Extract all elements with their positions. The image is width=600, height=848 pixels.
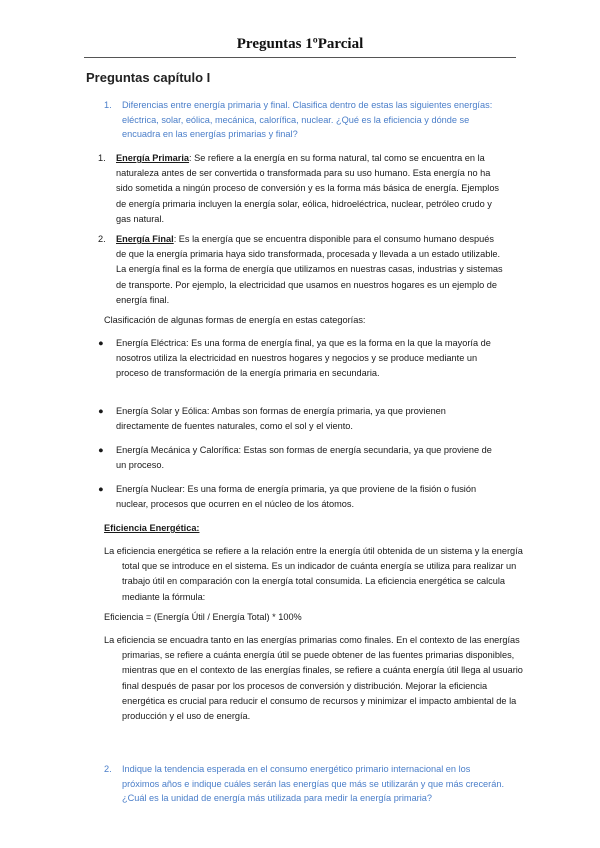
question-1-text: Diferencias entre energía primaria y final. Clasifica dentro de estas las siguientes energías: eléctrica, solar, eólica, mecánica, calorífica, nuclear. ¿Qué es la eficiencia y dónde se encuadra en las energías primarias y final? — [122, 100, 493, 140]
bullet-text: Energía Eléctrica: Es una forma de energía final, ya que es la forma en la que la mayoría de nosotros utiliza la electricidad en nuestros hogares y negocios y se produce mediante un proceso de transformación de la energía primaria en secundaria. — [116, 338, 491, 379]
question-2-text: Indique la tendencia esperada en el consumo energético primario internacional en los próximos años e indique cuáles serán las energías que más se utilizarán y que más crecerán. ¿Cuál es la unidad de energía más utilizada para medir la energía primaria? — [122, 764, 504, 804]
bullet-text: Energía Solar y Eólica: Ambas son formas de energía primaria, ya que provienen directamente de fuentes naturales, como el sol y el viento. — [116, 406, 446, 432]
answer-item-body — [116, 232, 503, 308]
bullet-dot-icon: ● — [98, 338, 104, 348]
bullet-text: Energía Nuclear: Es una forma de energía primaria, ya que proviene de la fisión o fusión nuclear, procesos que ocurren en el núcleo de los átomos. — [116, 484, 477, 510]
efficiency-paragraph-1: La eficiencia energética se refiere a la relación entre la energía útil obtenida de un sistema y la energía total que se introduce en el sistema. Es un indicador de cuánta energía se utiliza para realizar un trabajo útil en comparación con la energía total consumida. La eficiencia energética se calcula mediante la fórmula: — [104, 546, 523, 602]
classification-bullet — [98, 482, 498, 512]
question-1 — [104, 98, 508, 142]
answer-item-primary — [98, 151, 503, 227]
bullet-dot-icon: ● — [98, 484, 104, 494]
efficiency-paragraph-2: La eficiencia se encuadra tanto en las energías primarias como finales. En el contexto de las energías primarias, se refiere a cuánta energía útil se puede obtener de las fuentes primarias disponibles, mientras que en el contexto de las energías finales, se refiere a cuánta energía útil llega al usuario final después de pasar por los procesos de conversión y distribución. Mejorar la eficiencia energética es crucial para reducir el consumo de recursos y minimizar el impacto ambiental de la producción y el uso de energía. — [104, 635, 523, 722]
classification-bullet — [98, 336, 498, 382]
classification-intro: Clasificación de algunas formas de energía en estas categorías: — [104, 315, 366, 325]
bullet-dot-icon: ● — [98, 445, 104, 455]
page-header-title: Preguntas 1ºParcial — [236, 36, 364, 52]
answer-item-number: 2. — [98, 234, 106, 244]
chapter-heading: Preguntas capítulo I — [86, 70, 211, 85]
efficiency-heading: Eficiencia Energética: — [104, 523, 200, 533]
bullet-dot-icon: ● — [98, 406, 104, 416]
efficiency-formula: Eficiencia = (Energía Útil / Energía Total) * 100% — [104, 612, 302, 622]
question-2 — [104, 762, 508, 806]
classification-bullet — [98, 443, 498, 473]
question-1-number: 1. — [104, 100, 112, 110]
bullet-text: Energía Mecánica y Calorífica: Estas son formas de energía secundaria, ya que proviene de un proceso. — [116, 445, 492, 471]
answer-text: : Se refiere a la energía en su forma natural, tal como se encuentra en la naturaleza antes de ser convertida o transformada para su uso humano. Esta energía no ha sido sometida a ningún proceso de conversión y es la forma más básica de energía. Ejemplos de energía primaria incluyen la energía solar, eólica, hidroeléctrica, nuclear, petróleo crudo y gas natural. — [116, 153, 500, 224]
answer-item-body — [116, 151, 503, 227]
answer-text: : Es la energía que se encuentra disponible para el consumo humano después de que la energía primaria haya sido transformada, procesada y llevada a un estado utilizable. La energía final es la forma de energía que utilizamos en nuestras casas, industrias y sistemas de transporte. Por ejemplo, la electricidad que usamos en nuestros hogares es un ejemplo de energía final. — [116, 234, 503, 305]
question-2-number: 2. — [104, 764, 112, 774]
answer-term: Energía Final — [116, 234, 174, 244]
classification-bullet — [98, 404, 498, 434]
answer-item-number: 1. — [98, 153, 106, 163]
answer-item-final — [98, 232, 503, 308]
header-divider — [84, 57, 516, 58]
answer-term: Energía Primaria — [116, 153, 190, 163]
